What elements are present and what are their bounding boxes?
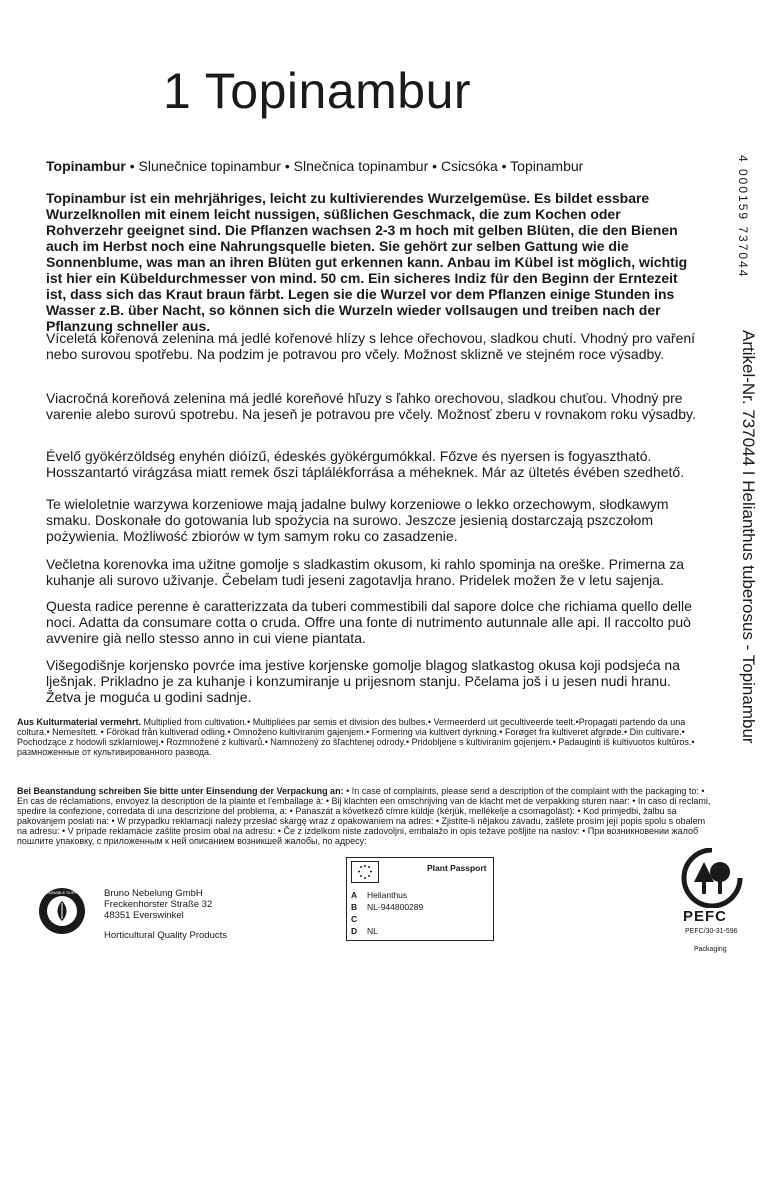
passport-row-c: C <box>351 914 358 924</box>
company-name: Bruno Nebelung GmbH <box>104 888 203 899</box>
cultivation-note <box>17 717 717 757</box>
sustainable-supplier-seal <box>38 887 86 935</box>
pefc-label: PEFC <box>683 908 728 925</box>
description-de: Topinambur ist ein mehrjähriges, leicht zu kultivierendes Wurzelgemüse. Es bildet essbare Wurzelknollen mit einem leicht nussigen, süßlichen Geschmack, die zum Kochen oder Rohverzehr geeignet sind. Die Pflanzen wachsen 2-3 m hoch mit gelben Blüten, die den Bienen auch im Herbst noch eine Nahrungsquelle bieten. Sie gehört zur selben Gattung wie die Sonnenblume, was man an ihren Blüten gut erkennen kann. Anbau im Kübel ist möglich, wichtig ist hier ein Kübeldurchmesser von mind. 50 cm. Ein sicheres Indiz für den Beginn der Erntezeit ist, dass sich das Kraut braun färbt. Legen sie die Wurzel vor dem Pflanzen einige Stunden ins Wasser z.B. über Nacht, so können sich die Wurzeln wieder vollsaugen und treiben nach der Pflanzung schneller aus. <box>46 190 688 334</box>
company-tagline: Horticultural Quality Products <box>104 930 228 941</box>
barcode-text: 4 000159 737044 <box>736 155 750 279</box>
product-name-primary: Topinambur <box>46 158 126 174</box>
description-hr: Višegodišnje korjensko povrće ima jestive korjenske gomolje blagog slatkastog okusa koji podsjeća na lješnjak. Prikladno je za kuhanje i konzumiranje u prijesnom stanju. Pčelama još i u jesen nudi hranu. Žetva je moguća u godini sadnje. <box>46 657 680 705</box>
barcode-number <box>734 155 756 295</box>
pefc-packaging: Packaging <box>694 946 727 953</box>
description-sl: Večletna korenovka ima užitne gomolje s sladkastim okusom, ki rahlo spominja na oreške. Primerna za kuhanje ali surovo uživanje. Čebelam tudi jeseni zagotavlja hrano. Pridelek možen že v letu sajenja. <box>46 556 685 588</box>
cultivation-lead: Aus Kulturmaterial vermehrt. <box>17 717 142 727</box>
product-name-translations: • Slunečnice topinambur • Slnečnica topinambur • Csicsóka • Topinambur <box>125 158 584 174</box>
complaints-note <box>17 786 717 846</box>
company-city: 48351 Everswinkel <box>104 910 184 921</box>
passport-row-b: B NL-944800289 <box>351 902 424 912</box>
seal-text: SUSTAINABLE SUPPLIER <box>38 890 86 895</box>
product-names <box>46 158 583 174</box>
product-title: 1 Topinambur <box>163 63 472 119</box>
complaints-text: • In case of complaints, please send a description of the complaint with the packaging to: • En cas de réclamations, envoyez la description de la plainte et l'emballage à: • Bij klachten een omschrijving van de klacht met de verpakking sturen naar: • In caso di reclami, spedire la confezione, corredata di una descrizione del problema, a: • Panaszát a következő címre küldje (kérjük, mellékelje a csomagolást): • Kod primjedbi, žalbu sa pakovanjem poslati na: • W przypadku reklamacji należy przesłać skargę wraz z opakowaniem na adres: • Zjistíte-li nějakou závadu, zašlete prosím její popis spolu s obalem na adresu: • V prípade reklamácie zašlite prosím obal na adresu: • Če z izdelkom niste zadovoljni, embalažo in opis težave pošljite na naslov: • При возникновении жалоб пошлите упаковку, с приложенным к ней описанием возникшей жалобы, по адресу: <box>17 786 711 846</box>
plant-passport <box>346 857 494 941</box>
description-hu: Évelő gyökérzöldség enyhén dióízű, édeskés gyökérgumókkal. Főzve és nyersen is fogyasztható. Hosszantartó virágzása miatt remek őszi táplálékforrása a méheknek. Már az ültetés évében szedhető. <box>46 448 685 480</box>
description-it: Questa radice perenne è caratterizzata da tuberi commestibili dal sapore dolce che richiama quello delle noci. Adatta da consumare cotta o cruda. Offre una fonte di nutrimento autunnale alle api. Il raccolto può avvenire già nello stesso anno in cui viene piantata. <box>46 598 692 646</box>
company-street: Freckenhorster Straße 32 <box>104 899 213 910</box>
cultivation-text: Multiplied from cultivation.• Multipliées par semis et division des bulbes.• Vermeerderd uit gecultiveerde teelt.•Propagati partendo da una coltura.• Nemesített. • Förökad från kultiverad odling.• Omnoženo kultiviranim gajenjem.• Formering via kultivert dyrkning.• Forøget fra kultiveret afgrøde.• Din cultivare.• Pochodzące z hodowli szklarniowej.• Rozmnožené z kultivarů.• Namnożený zo šľachtenej odrody.• Pridobljene s kultiviranim gojenjem.• Padauginti iš kultivuotos kultūros.• размноженные от культивированного развода. <box>17 717 695 757</box>
passport-title: Plant Passport <box>427 863 487 873</box>
description-pl: Te wieloletnie warzywa korzeniowe mają jadalne bulwy korzeniowe o lekko orzechowym, słodkawym smaku. Doskonałe do gotowania lub spożycia na surowo. Jeszcze jesienią dostarczają pszczołom pożywienia. Możliwość zbiorów w tym samym roku co zasadzenie. <box>46 496 669 544</box>
pefc-logo-icon <box>678 848 746 908</box>
complaints-lead: Bei Beanstandung schreiben Sie bitte unter Einsendung der Verpackung an: <box>17 786 344 796</box>
description-cs: Víceletá kořenová zelenina má jedlé kořenové hlízy s lehce ořechovou, sladkou chutí. Vhodný pro vaření nebo surovou spotřebu. Na podzim je potravou pro včely. Možnost sklizně ve stejném roce výsadby. <box>46 330 696 362</box>
passport-row-a: A Helianthus <box>351 890 408 900</box>
article-number-vertical <box>732 330 762 750</box>
description-sk: Viacročná koreňová zelenina má jedlé koreňové hľuzy s ľahko orechovou, sladkou chuťou. Vhodný pre varenie alebo surovú spotrebu. Na jeseň je potravou pre včely. Možnosť zberu v rovnakom roku výsadby. <box>46 390 696 422</box>
article-number-text: Artikel-Nr. 737044 I Helianthus tuberosus - Topinambur <box>739 330 758 744</box>
pefc-number: PEFC/30-31-596 <box>685 928 738 935</box>
eu-flag-icon <box>351 861 379 883</box>
company-address <box>104 888 212 921</box>
passport-row-d: D NL <box>351 926 378 936</box>
